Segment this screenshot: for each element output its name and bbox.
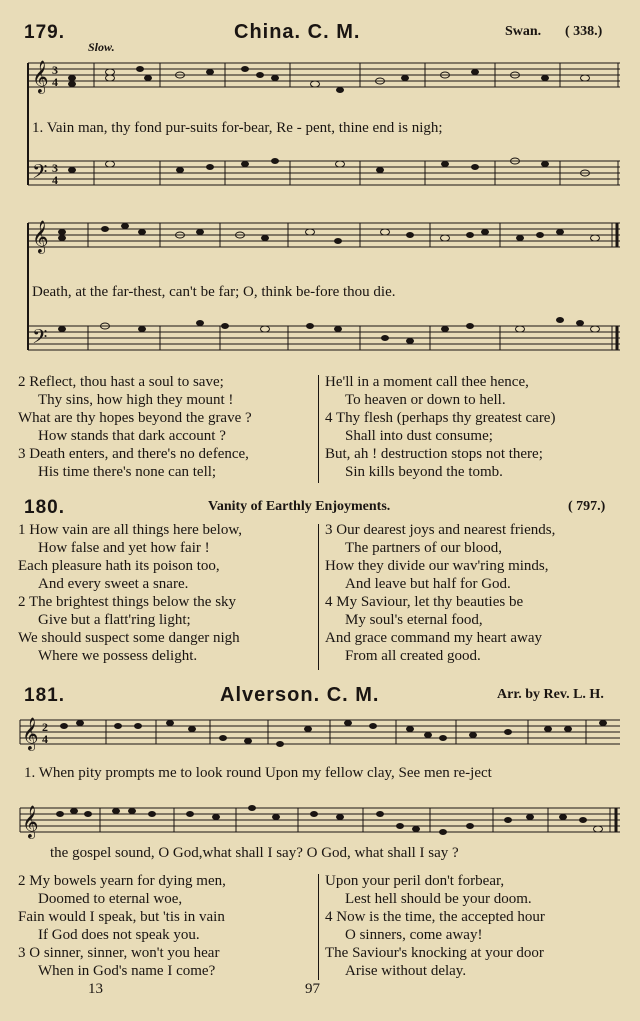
verse-line: 4 Now is the time, the accepted hour xyxy=(325,909,545,925)
verse-line: Each pleasure hath its poison too, xyxy=(18,558,220,574)
svg-text:𝄢: 𝄢 xyxy=(32,160,48,188)
verse-line: And grace command my heart away xyxy=(325,630,542,646)
hymn-179-composer: Swan. xyxy=(505,24,542,39)
hymn-180-verses-left xyxy=(18,521,242,665)
hymn-179-title: China. C. M. xyxy=(234,21,361,43)
hymn-180-reference: ( 797.) xyxy=(568,499,606,514)
hymn-179-verses-right xyxy=(325,373,555,481)
verse-line: From all created good. xyxy=(345,648,481,664)
hymn-179-lyrics-line-1: 1. Vain man, thy fond pur-suits for-bear, Re - pent, thine end is nigh; xyxy=(32,120,443,136)
verse-line: If God does not speak you. xyxy=(38,927,200,943)
signature-mark: 13 xyxy=(88,981,103,997)
verse-line: How false and yet how fair ! xyxy=(38,540,210,556)
verse-line: He'll in a moment call thee hence, xyxy=(325,374,529,390)
hymn-181-composer: Arr. by Rev. L. H. xyxy=(497,687,604,702)
verse-line: 2 Reflect, thou hast a soul to save; xyxy=(18,374,224,390)
svg-text:3: 3 xyxy=(52,161,58,175)
svg-text:𝄞: 𝄞 xyxy=(32,60,49,93)
svg-text:3: 3 xyxy=(52,63,58,77)
column-divider xyxy=(318,524,319,670)
verse-line: Upon your peril don't forbear, xyxy=(325,873,505,889)
verse-line: Arise without delay. xyxy=(345,963,467,979)
svg-text:4: 4 xyxy=(52,75,58,89)
verse-line: How they divide our wav'ring minds, xyxy=(325,558,549,574)
verse-line: And leave but half for God. xyxy=(345,576,511,592)
verse-line: The partners of our blood, xyxy=(345,540,503,556)
verse-line: His time there's none can tell; xyxy=(38,464,217,480)
verse-line: 3 Our dearest joys and nearest friends, xyxy=(325,522,556,538)
verse-line: Shall into dust consume; xyxy=(345,428,493,444)
svg-text:2: 2 xyxy=(42,720,48,734)
verse-line: 2 My bowels yearn for dying men, xyxy=(18,873,226,889)
svg-text:𝄞: 𝄞 xyxy=(22,805,39,838)
svg-text:𝄞: 𝄞 xyxy=(22,717,39,750)
svg-text:𝄢: 𝄢 xyxy=(32,325,48,353)
page-number: 97 xyxy=(305,981,320,997)
hymn-179-reference: ( 338.) xyxy=(565,24,603,39)
hymn-179-lyrics-line-2: Death, at the far-thest, can't be far; O, think be-fore thou die. xyxy=(32,284,396,300)
verse-line: O sinners, come away! xyxy=(345,927,483,943)
verse-line: 1 How vain are all things here below, xyxy=(18,522,242,538)
column-divider xyxy=(318,375,319,483)
verse-line: Where we possess delight. xyxy=(38,648,198,664)
hymn-181-number: 181. xyxy=(24,685,65,706)
verse-line: 2 The brightest things below the sky xyxy=(18,594,237,610)
verse-line: Lest hell should be your doom. xyxy=(345,891,532,907)
svg-text:4: 4 xyxy=(42,732,48,746)
verse-line: We should suspect some danger nigh xyxy=(18,630,240,646)
verse-line: 3 Death enters, and there's no defence, xyxy=(18,446,249,462)
verse-line: The Saviour's knocking at your door xyxy=(325,945,544,961)
svg-text:𝄞: 𝄞 xyxy=(32,220,49,253)
verse-line: Doomed to eternal woe, xyxy=(38,891,183,907)
hymn-181-title: Alverson. C. M. xyxy=(220,684,380,706)
verse-line: Give but a flatt'ring light; xyxy=(38,612,191,628)
hymn-180-title: Vanity of Earthly Enjoyments. xyxy=(208,499,391,514)
hymn-179-tempo: Slow. xyxy=(88,40,115,54)
verse-line: 4 Thy flesh (perhaps thy greatest care) xyxy=(325,410,556,426)
verse-line: Thy sins, how high they mount ! xyxy=(38,392,234,408)
hymn-181-verses-right xyxy=(325,872,545,980)
verse-line: But, ah ! destruction stops not there; xyxy=(325,446,543,462)
verse-line: Sin kills beyond the tomb. xyxy=(345,464,503,480)
verse-line: How stands that dark account ? xyxy=(38,428,226,444)
verse-line: What are thy hopes beyond the grave ? xyxy=(18,410,252,426)
hymn-179-verses-left xyxy=(18,373,252,481)
column-divider xyxy=(318,874,319,980)
hymn-181-staff-2 xyxy=(18,800,620,845)
hymn-181-verses-left xyxy=(18,872,226,980)
hymn-181-lyrics-line-2: the gospel sound, O God,what shall I say? O God, what shall I say ? xyxy=(50,845,459,861)
verse-line: And every sweet a snare. xyxy=(38,576,189,592)
verse-line: 3 O sinner, sinner, won't you hear xyxy=(18,945,220,961)
hymn-181-staff-1 xyxy=(18,712,620,757)
verse-line: To heaven or down to hell. xyxy=(345,392,506,408)
svg-text:4: 4 xyxy=(52,173,58,187)
verse-line: Fain would I speak, but 'tis in vain xyxy=(18,909,225,925)
verse-line: My soul's eternal food, xyxy=(345,612,483,628)
verse-line: When in God's name I come? xyxy=(38,963,216,979)
hymn-181-lyrics-line-1: 1. When pity prompts me to look round Upon my fellow clay, See men re-ject xyxy=(24,765,492,781)
hymn-180-number: 180. xyxy=(24,497,65,518)
hymn-180-verses-right xyxy=(325,521,555,665)
hymn-179-number: 179. xyxy=(24,22,65,43)
verse-line: 4 My Saviour, let thy beauties be xyxy=(325,594,524,610)
